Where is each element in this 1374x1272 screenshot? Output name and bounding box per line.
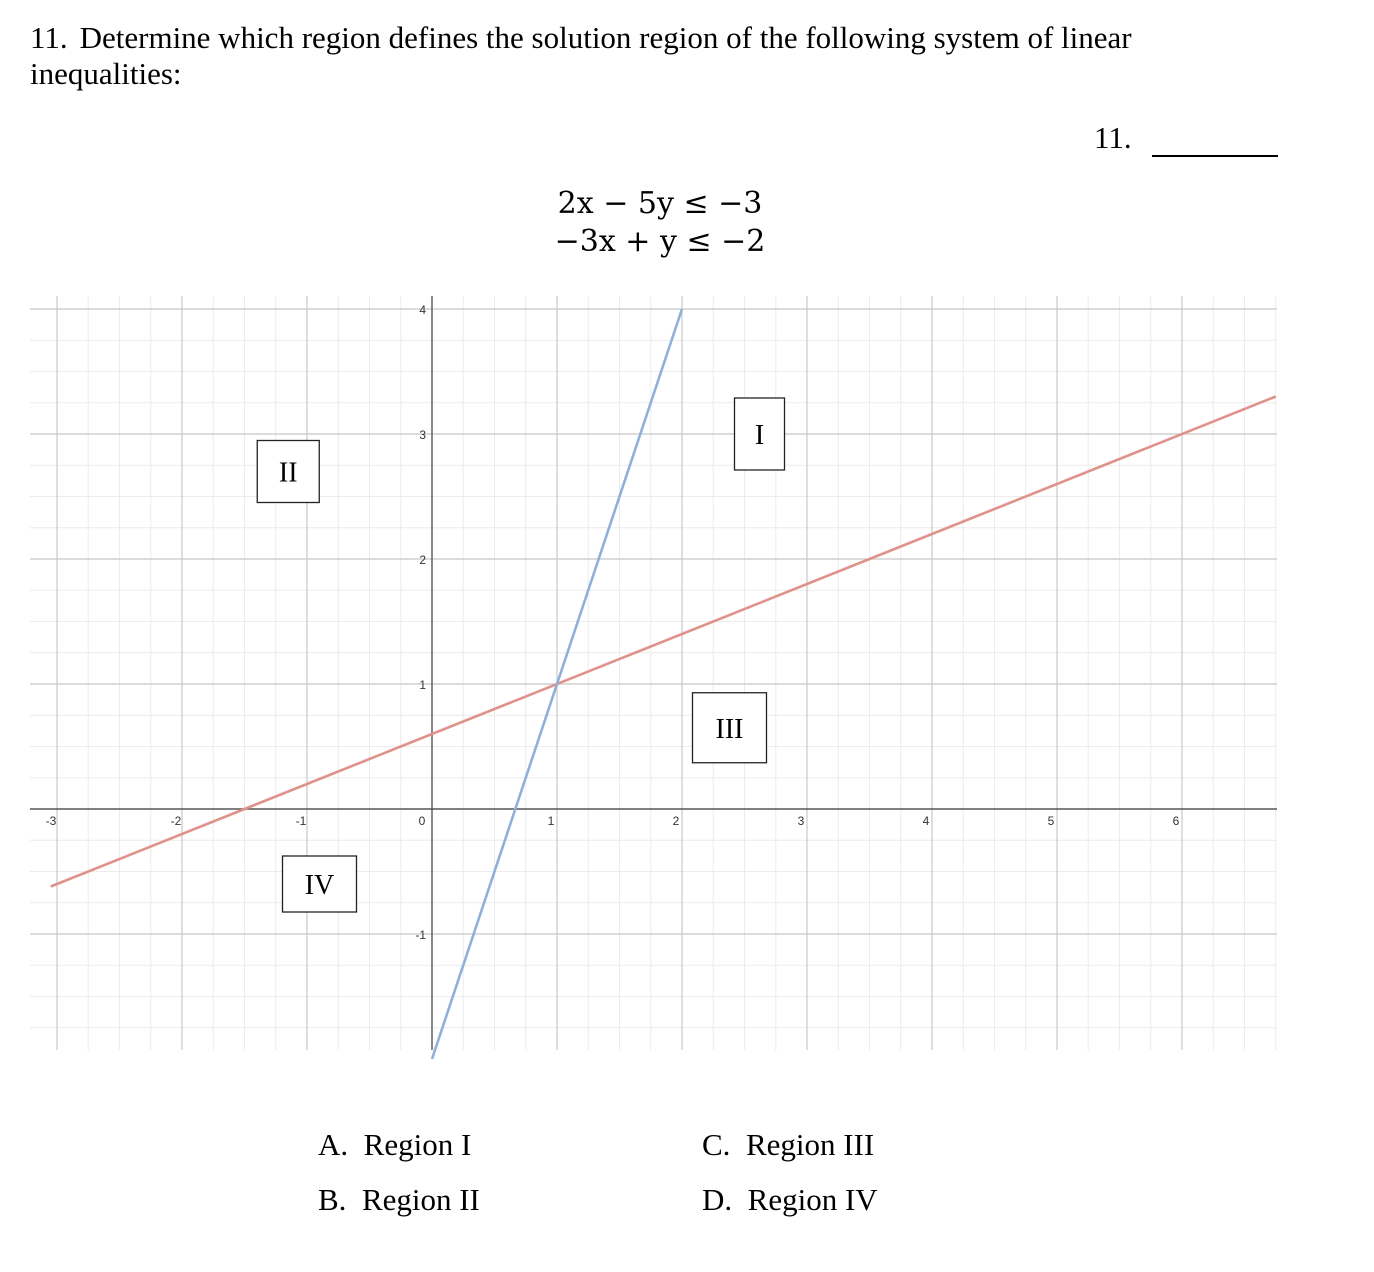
choice-b[interactable] (318, 1182, 480, 1218)
region-label: I (754, 420, 765, 451)
region-label: II (278, 457, 298, 489)
region-label: IV (304, 870, 335, 901)
inequality-1: 2x − 5y ≤ −3 (557, 186, 763, 221)
x-tick-label: 2 (672, 814, 680, 828)
y-tick-label: 1 (419, 678, 426, 692)
y-tick-label: 3 (419, 428, 426, 442)
y-tick-label: 2 (419, 553, 426, 567)
x-tick-label: -3 (45, 814, 57, 828)
x-tick-label: 1 (547, 814, 555, 828)
choice-a[interactable] (318, 1127, 471, 1163)
choice-d[interactable] (702, 1182, 878, 1218)
y-tick-label: -1 (415, 928, 426, 942)
x-tick-label: 5 (1047, 814, 1055, 828)
answer-number: 11. (1094, 120, 1132, 155)
question-prompt: Determine which region defines the solution region of the following system of linear (79, 20, 1132, 55)
choice-b-text: Region II (361, 1182, 480, 1217)
x-tick-label: 4 (922, 814, 930, 828)
choice-c[interactable] (702, 1127, 874, 1163)
x-tick-label: -1 (295, 814, 307, 828)
choice-d-letter: D. (702, 1182, 733, 1217)
x-tick-label: 3 (797, 814, 805, 828)
region-label: III (715, 713, 744, 745)
choice-d-text: Region IV (747, 1182, 878, 1217)
question-number: 11. (30, 20, 68, 55)
inequality-1-boundary-line (51, 397, 1276, 887)
x-tick-label: -2 (170, 814, 182, 828)
y-tick-label: 4 (419, 303, 426, 317)
inequality-2: −3x + y ≤ −2 (554, 224, 766, 259)
choice-a-letter: A. (318, 1127, 349, 1162)
choice-c-letter: C. (702, 1127, 731, 1162)
x-tick-label: 6 (1172, 814, 1180, 828)
x-tick-label: 0 (418, 814, 426, 828)
choice-c-text: Region III (745, 1127, 875, 1162)
choice-b-letter: B. (318, 1182, 347, 1217)
choice-a-text: Region I (363, 1127, 472, 1162)
question-line-2: inequalities: (30, 56, 182, 91)
